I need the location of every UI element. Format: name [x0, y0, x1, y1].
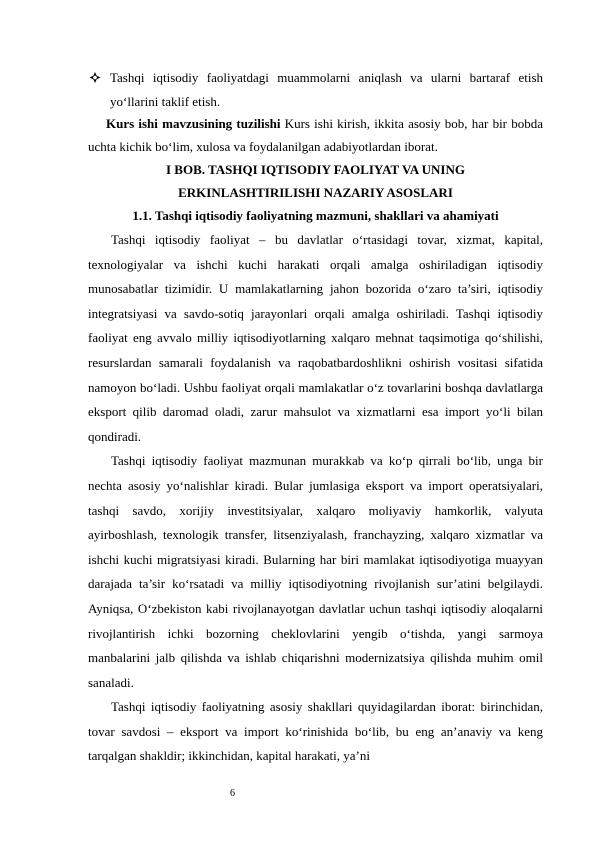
section-title: 1.1. Tashqi iqtisodiy faoliyatning mazmuni, shakllari va ahamiyati [132, 208, 499, 223]
bullet-text: Tashqi iqtisodiy faoliyatdagi muammolarni aniqlash va ularni bartaraf etish yo‘llarini taklif etish. [110, 70, 543, 109]
body-paragraph-1: Tashqi iqtisodiy faoliyat – bu davlatlar o‘rtasidagi tovar, xizmat, kapital, texnologiyalar va ishchi kuchi harakati orqali amalga oshiriladigan iqtisodiy munosabatlar tizimidir. U mamlakatlarning jahon bozorida o‘zaro ta’siri, iqtisodiy integratsiyasi va savdo-sotiq jarayonlari orqali amalga oshiriladi. Tashqi iqtisodiy faoliyat eng avvalo milliy iqtisodiyotlarning xalqaro mehnat taqsimotiga qo‘shilishi, resurslardan samarali foydalanish va raqobatbardoshlikni oshirish vositasi sifatida namoyon bo‘ladi. Ushbu faoliyat orqali mamlakatlar o‘z tovarlarini boshqa davlatlarga eksport qilib daromad oladi, zarur mahsulot va xizmatlarni esa import yo‘li bilan qondiradi. [88, 232, 543, 444]
page-number: 6 [230, 788, 235, 799]
diamond-bullet-icon [88, 66, 102, 89]
bullet-list-item [88, 66, 543, 113]
body-paragraph-2: Tashqi iqtisodiy faoliyat mazmunan murakkab va ko‘p qirrali bo‘lib, unga bir nechta asosiy yo‘nalishlar kiradi. Bular jumlasiga eksport va import operatsiyalari, tashqi savdo, xorijiy investitsiyalar, xalqaro moliyaviy hamkorlik, valyuta ayirboshlash, texnologik transfer, litsenziyalash, franchayzing, xalqaro xizmatlar va ishchi kuchi migratsiyasi kiradi. Bularning har biri mamlakat iqtisodiyotiga muayyan darajada ta’sir ko‘rsatadi va milliy iqtisodiyotning rivojlanish sur’atini belgilaydi. Ayniqsa, O‘zbekiston kabi rivojlanayotgan davlatlar uchun tashqi iqtisodiy aloqalarni rivojlantirish ichki bozorning cheklovlarini yengib o‘tishda, yangi sarmoya manbalarini jalb qilishda va ishlab chiqarishni modernizatsiya qilishda muhim omil sanaladi. [88, 453, 543, 690]
document-page [88, 66, 543, 769]
body-paragraph-3: Tashqi iqtisodiy faoliyatning asosiy shakllari quyidagilardan iborat: birinchidan, tovar savdosi – eksport va import ko‘rinishida bo‘lib, bu eng an’anaviy va keng tarqalgan shakldir; ikkinchidan, kapital harakati, ya’ni [88, 699, 543, 764]
chapter-title-line-2: ERKINLASHTIRILISHI NAZARIY ASOSLARI [178, 185, 453, 200]
structure-label: Kurs ishi mavzusining tuzilishi [106, 116, 281, 131]
structure-text: Kurs ishi kirish, ikkita asosiy bob, har bir bobda uchta kichik bo‘lim, xulosa va foydalanilgan adabiyotlardan iborat. [88, 116, 543, 154]
chapter-title-line-1: I BOB. TASHQI IQTISODIY FAOLIYAT VA UNING [166, 162, 465, 177]
structure-paragraph [88, 113, 543, 158]
